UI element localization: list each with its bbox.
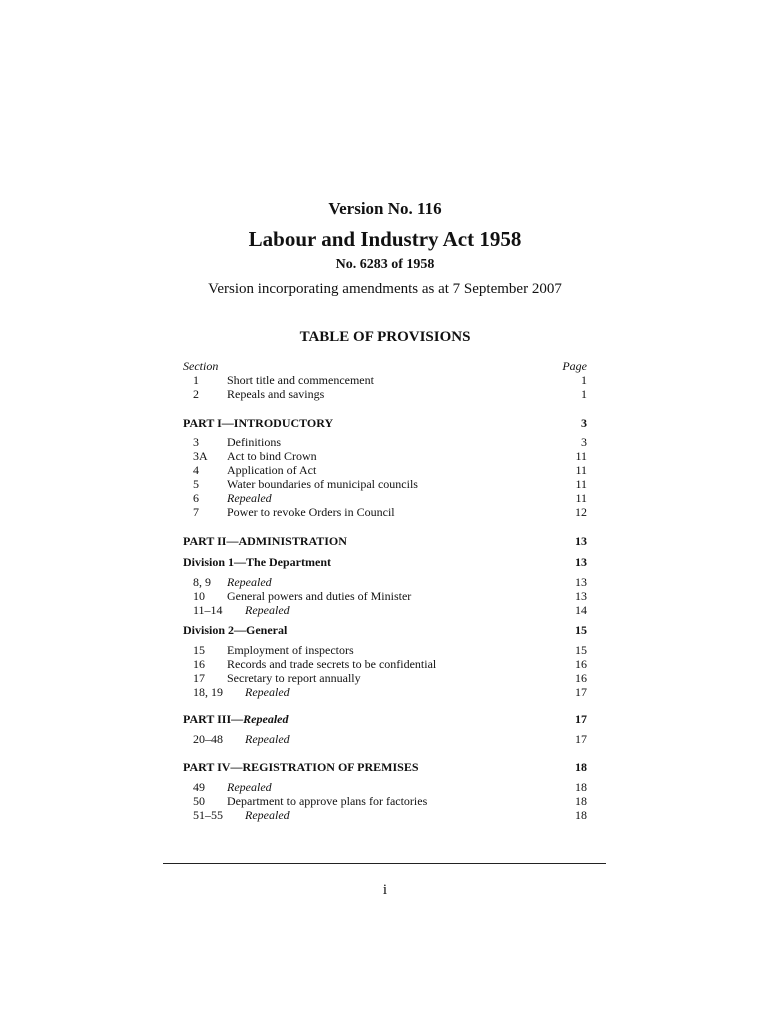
section-number: 50 [193, 794, 205, 808]
section-label: Department to approve plans for factories [227, 794, 428, 808]
toc-row[interactable] [183, 435, 587, 449]
section-caption: Section [183, 359, 219, 373]
toc-row[interactable] [183, 477, 587, 491]
page-number: 16 [575, 671, 587, 685]
section-number: 1 [193, 373, 199, 387]
section-number: 10 [193, 589, 205, 603]
toc-row[interactable] [183, 387, 587, 401]
section-number: 3A [193, 449, 208, 463]
division-heading[interactable] [183, 622, 587, 638]
part-heading-label [183, 711, 288, 727]
section-label: Employment of inspectors [227, 643, 354, 657]
toc-row[interactable] [183, 373, 587, 387]
page-number: 1 [581, 387, 587, 401]
toc-row[interactable] [183, 732, 587, 746]
section-label: Repealed [227, 575, 272, 589]
division-heading-label: Division 1—The Department [183, 555, 331, 569]
page-number: 17 [575, 685, 587, 699]
section-label: Repealed [245, 603, 290, 617]
toc-captions [183, 359, 587, 373]
toc-row[interactable] [183, 685, 587, 699]
section-number: 49 [193, 780, 205, 794]
page-number: 18 [575, 794, 587, 808]
section-label: Repealed [227, 780, 272, 794]
section-number: 5 [193, 477, 199, 491]
part-heading-repealed: Repealed [243, 712, 289, 726]
section-label: Application of Act [227, 463, 317, 477]
section-number: 4 [193, 463, 199, 477]
section-number: 7 [193, 505, 199, 519]
toc-row[interactable] [183, 603, 587, 617]
section-number: 3 [193, 435, 199, 449]
page-number: 13 [575, 555, 587, 569]
page-number: 1 [581, 373, 587, 387]
section-label: Water boundaries of municipal councils [227, 477, 418, 491]
page-number: 11 [575, 463, 587, 477]
section-label: Records and trade secrets to be confidential [227, 657, 437, 671]
version-incorporating-note: Version incorporating amendments as at 7 September 2007 [208, 281, 562, 297]
section-number: 15 [193, 643, 205, 657]
section-label: General powers and duties of Minister [227, 589, 412, 603]
part-heading[interactable] [183, 533, 587, 549]
division-heading[interactable] [183, 554, 587, 570]
page-number: 13 [575, 589, 587, 603]
division-heading-label: Division 2—General [183, 623, 288, 637]
footer-rule [163, 863, 606, 864]
part-heading[interactable] [183, 415, 587, 431]
section-label: Repealed [245, 685, 290, 699]
section-number: 2 [193, 387, 199, 401]
part-heading-prefix: PART III— [183, 712, 244, 726]
page-number: 18 [575, 808, 587, 822]
section-label: Repealed [245, 732, 290, 746]
section-label: Repeals and savings [227, 387, 325, 401]
toc-row[interactable] [183, 643, 587, 657]
page-number: 11 [575, 477, 587, 491]
page-number: 13 [575, 534, 587, 548]
page-number: 11 [575, 491, 587, 505]
page-number: 13 [575, 575, 587, 589]
section-label: Short title and commencement [227, 373, 374, 387]
page-number: 15 [575, 643, 587, 657]
toc-row[interactable] [183, 808, 587, 822]
part-heading[interactable] [183, 711, 587, 727]
section-label: Power to revoke Orders in Council [227, 505, 395, 519]
toc-row[interactable] [183, 463, 587, 477]
page-number: 3 [581, 435, 587, 449]
page-number: 14 [575, 603, 587, 617]
toc-row[interactable] [183, 589, 587, 603]
toc-row[interactable] [183, 449, 587, 463]
toc-row[interactable] [183, 575, 587, 589]
section-number: 16 [193, 657, 205, 671]
section-label: Repealed [227, 491, 272, 505]
part-heading-label: PART I—INTRODUCTORY [183, 416, 334, 430]
section-label: Act to bind Crown [227, 449, 317, 463]
section-label: Secretary to report annually [227, 671, 361, 685]
page-number: 11 [575, 449, 587, 463]
page-number: 16 [575, 657, 587, 671]
page-number: 3 [581, 416, 587, 430]
section-number: 17 [193, 671, 205, 685]
section-number: 18, 19 [193, 685, 223, 699]
page-number: 17 [575, 732, 587, 746]
toc-row[interactable] [183, 794, 587, 808]
toc-title: TABLE OF PROVISIONS [299, 329, 471, 345]
part-heading[interactable] [183, 759, 587, 775]
section-number: 6 [193, 491, 199, 505]
part-heading-label: PART II—ADMINISTRATION [183, 534, 347, 548]
page-number: 17 [575, 712, 587, 726]
act-number: No. 6283 of 1958 [335, 257, 435, 272]
page-number: 12 [575, 505, 587, 519]
section-number: 8, 9 [193, 575, 211, 589]
toc-row[interactable] [183, 671, 587, 685]
toc-row[interactable] [183, 657, 587, 671]
page-number: 18 [575, 760, 587, 774]
part-heading-label: PART IV—REGISTRATION OF PREMISES [183, 760, 419, 774]
page-folio: i [382, 882, 388, 898]
section-number: 20–48 [193, 732, 223, 746]
table-of-provisions [183, 359, 587, 822]
section-number: 51–55 [193, 808, 223, 822]
act-title: Labour and Industry Act 1958 [248, 227, 522, 251]
toc-row[interactable] [183, 505, 587, 519]
section-number: 11–14 [193, 603, 223, 617]
toc-row[interactable] [183, 780, 587, 794]
section-label: Repealed [245, 808, 290, 822]
page-number: 18 [575, 780, 587, 794]
version-number: Version No. 116 [328, 199, 442, 218]
section-label: Definitions [227, 435, 281, 449]
page-number: 15 [575, 623, 587, 637]
toc-row[interactable] [183, 491, 587, 505]
page-caption: Page [562, 359, 587, 373]
